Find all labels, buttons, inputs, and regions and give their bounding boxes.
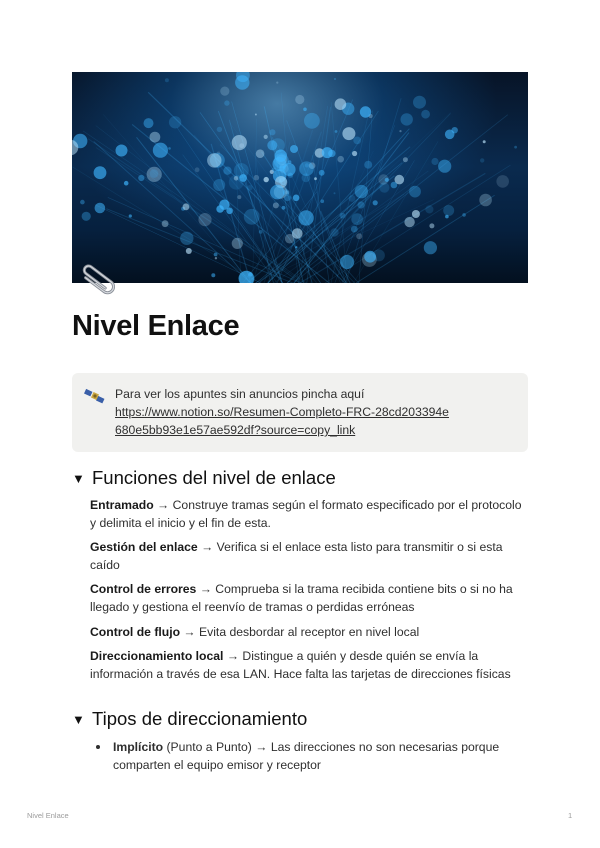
term-description: → Distingue a quién y desde quién se envía la información a través de esa LAN. Hace falta las tarjetas de direcciones físicas	[90, 649, 511, 681]
term-label: Implícito	[113, 740, 164, 754]
paragraph-control-errores	[90, 580, 530, 616]
page-title: Nivel Enlace	[72, 310, 240, 342]
bullet-icon	[96, 745, 100, 749]
callout-message: Para ver los apuntes sin anuncios pincha aquí	[115, 387, 365, 401]
section-heading-funciones[interactable]	[72, 467, 336, 489]
term-label: Control de errores	[90, 582, 197, 596]
section-heading-tipos[interactable]	[72, 708, 307, 730]
paragraph-entramado	[90, 496, 530, 532]
term-label: Gestión del enlace	[90, 540, 198, 554]
toggle-triangle-icon[interactable]: ▼	[72, 471, 85, 486]
callout-text	[115, 385, 515, 439]
term-description: → Verifica si el enlace esta listo para transmitir o si esta caído	[90, 540, 503, 572]
section-heading-label: Funciones del nivel de enlace	[92, 467, 336, 488]
term-label: Control de flujo	[90, 625, 181, 639]
term-label: Direccionamiento local	[90, 649, 224, 663]
paragraph-control-flujo	[90, 623, 530, 641]
footer-title: Nivel Enlace	[27, 811, 69, 820]
term-label: Entramado	[90, 498, 154, 512]
cover-image	[72, 72, 528, 283]
callout-box	[72, 373, 528, 452]
paragraph-direccionamiento-local	[90, 647, 530, 683]
term-description: → Comprueba si la trama recibida contiene bits o si no ha llegado y gestiona el reenvío de tramas o perdidas erróneas	[90, 582, 513, 614]
section-heading-label: Tipos de direccionamiento	[92, 708, 308, 729]
toggle-triangle-icon[interactable]: ▼	[72, 712, 85, 727]
paragraph-gestion-enlace	[90, 538, 530, 574]
term-description: (Punto a Punto) → Las direcciones no son necesarias porque comparten el equipo emisor y receptor	[113, 740, 500, 772]
paperclip-icon	[74, 256, 122, 304]
satellite-icon	[84, 386, 106, 406]
term-description: → Construye tramas según el formato especificado por el protocolo y delimita el inicio y el fin de esta.	[90, 498, 522, 530]
notion-link[interactable]: https://www.notion.so/Resumen-Completo-FRC-28cd203394e680e5bb93e1e57ae592df?source=copy_link	[115, 405, 449, 437]
term-description: → Evita desbordar al receptor en nivel local	[180, 625, 420, 639]
fiber-optic-illustration	[72, 72, 528, 283]
footer-page-number: 1	[568, 811, 573, 820]
list-item-implicito	[113, 738, 528, 774]
